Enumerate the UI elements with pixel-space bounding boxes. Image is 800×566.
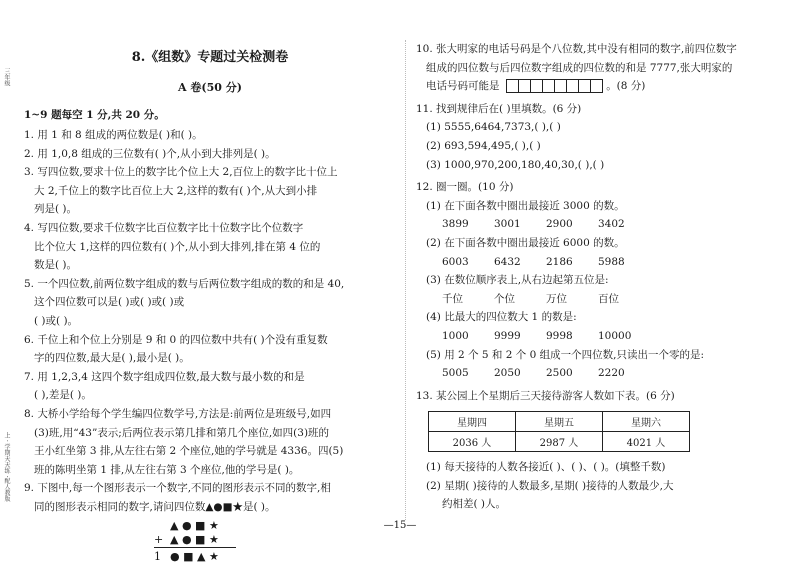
question-8 — [24, 405, 396, 479]
question-11 — [416, 100, 786, 174]
question-line: ( )或( )。 — [34, 314, 79, 327]
choice[interactable]: 5988 — [598, 255, 625, 268]
question-line: 这个四位数可以是( )或( )或( )或 — [34, 296, 185, 309]
choice[interactable]: 千位 — [442, 292, 463, 305]
puzzle-sum: ● ■ ▲ ★ — [170, 549, 219, 563]
question-line — [416, 77, 786, 96]
choice[interactable]: 10000 — [598, 329, 632, 342]
question-line: 王小红坐第 3 排,从左往右第 2 个座位,她的学号就是 4336。四(5) — [34, 445, 344, 458]
side-label-grade: 三年级 — [3, 68, 10, 86]
sequence-line: (1) 5555,6464,7373,( ),( ) — [426, 121, 561, 134]
choice[interactable]: 6003 — [442, 255, 469, 268]
choice[interactable]: 2900 — [546, 218, 573, 231]
puzzle-addend-2: ▲ ● ■ ★ — [170, 532, 219, 546]
choice[interactable]: 个位 — [494, 292, 515, 305]
question-1 — [24, 126, 396, 145]
choice-row — [416, 290, 786, 309]
choice[interactable]: 2220 — [598, 367, 625, 380]
puzzle-sum-lead: 1 — [154, 549, 161, 563]
question-line: 同的图形表示相同的数字,请问四位数▲●■★是( )。 — [34, 500, 276, 513]
choice[interactable]: 5005 — [442, 367, 469, 380]
table-cell: 2987 人 — [516, 432, 603, 452]
question-10 — [416, 40, 786, 96]
choice[interactable]: 3899 — [442, 218, 469, 231]
q12-part-3 — [416, 271, 786, 308]
choice[interactable]: 6432 — [494, 255, 521, 268]
question-line: (2) 星期( )接待的人数最多,星期( )接待的人数最少,大 — [426, 479, 674, 492]
table-header-cell: 星期五 — [516, 412, 603, 432]
question-line: 列是( )。 — [34, 203, 78, 216]
table-row — [429, 432, 690, 452]
left-column — [24, 40, 396, 563]
q12-part-1 — [416, 197, 786, 234]
sum-line — [154, 547, 236, 548]
question-line: 4. 写四位数,要求千位数字比百位数字比十位数字比个位数字 — [24, 221, 304, 234]
question-line: 2. 用 1,0,8 组成的三位数有( )个,从小到大排列是( )。 — [24, 147, 276, 160]
question-line: 10. 张大明家的电话号码是个八位数,其中没有相同的数字,前四位数字 — [416, 43, 737, 55]
table-cell: 2036 人 — [429, 432, 516, 452]
choice[interactable]: 2050 — [494, 367, 521, 380]
question-4 — [24, 219, 396, 275]
table-header-cell: 星期六 — [603, 412, 690, 432]
side-label-series: 上 · 学期天天练 ·配人教版 — [3, 432, 10, 502]
page-number: —15— — [383, 520, 417, 531]
question-line: (1) 在下面各数中圈出最接近 3000 的数。 — [426, 199, 625, 212]
question-line: (5) 用 2 个 5 和 2 个 0 组成一个四位数,只读出一个零的是: — [426, 348, 705, 361]
q12-part-2 — [416, 234, 786, 271]
question-points: 。(8 分) — [606, 80, 646, 93]
question-line: 比个位大 1,这样的四位数有( )个,从小到大排列,排在第 4 位的 — [34, 240, 321, 253]
question-line: (3)班,用“43”表示;后两位表示第几排和第几个座位,如四(3)班的 — [34, 426, 330, 439]
choice[interactable]: 9998 — [546, 329, 573, 342]
table-header-cell: 星期四 — [429, 412, 516, 432]
question-line: 8. 大桥小学给每个学生编四位数学号,方法是:前两位是班级号,如四 — [24, 407, 332, 420]
question-line: 大 2,千位上的数字比百位上大 2,这样的数有( )个,从大到小排 — [34, 184, 318, 197]
question-3 — [24, 163, 396, 219]
question-line: 数是( )。 — [34, 259, 78, 272]
question-line: 班的陈明坐第 1 排,从左往右第 3 个座位,他的学号是( )。 — [34, 463, 300, 476]
question-7 — [24, 368, 396, 405]
worksheet-title: 8.《组数》专题过关检测卷 — [131, 50, 289, 65]
question-line: 1. 用 1 和 8 组成的两位数是( )和( )。 — [24, 129, 203, 141]
choice[interactable]: 百位 — [598, 292, 619, 305]
question-line: 11. 找到规律后在( )里填数。(6 分) — [416, 102, 582, 115]
table-cell: 4021 人 — [603, 432, 690, 452]
question-line: (2) 在下面各数中圈出最接近 6000 的数。 — [426, 236, 625, 249]
choice[interactable]: 2500 — [546, 367, 573, 380]
question-5 — [24, 275, 396, 331]
question-line: (3) 在数位顺序表上,从右边起第五位是: — [426, 274, 609, 287]
question-12 — [416, 178, 786, 383]
choice[interactable]: 3001 — [494, 218, 521, 231]
sequence-line: (2) 693,594,495,( ),( ) — [426, 139, 541, 152]
sequence-line: (3) 1000,970,200,180,40,30,( ),( ) — [426, 158, 605, 171]
question-line: 约相差( )人。 — [442, 498, 507, 511]
visitor-table — [428, 411, 690, 452]
question-line: 6. 千位上和个位上分别是 9 和 0 的四位数中共有( )个没有重复数 — [24, 333, 328, 346]
question-line: ( ),差是( )。 — [34, 389, 92, 402]
column-divider — [405, 40, 406, 520]
puzzle-addend-1: ▲ ● ■ ★ — [170, 518, 219, 532]
question-13 — [416, 387, 786, 514]
choice-row — [416, 327, 786, 346]
choice[interactable]: 万位 — [546, 292, 567, 305]
question-line: 组成的四位数与后四位数字组成的四位数的和是 7777,张大明家的 — [426, 61, 733, 74]
choice[interactable]: 2186 — [546, 255, 573, 268]
choice[interactable]: 1000 — [442, 329, 469, 342]
question-line: 9. 下图中,每一个图形表示一个数字,不同的图形表示不同的数字,相 — [24, 482, 331, 495]
choice[interactable]: 9999 — [494, 329, 521, 342]
q12-part-5 — [416, 346, 786, 383]
question-text: 电话号码可能是 — [426, 80, 500, 93]
question-2 — [24, 145, 396, 164]
question-6 — [24, 331, 396, 368]
question-line: 7. 用 1,2,3,4 这四个数字组成四位数,最大数与最小数的和是 — [24, 370, 305, 383]
right-column — [416, 40, 786, 514]
q12-part-4 — [416, 308, 786, 345]
question-line: 13. 某公园上个星期后三天接待游客人数如下表。(6 分) — [416, 389, 675, 402]
plus-sign: + — [154, 532, 164, 546]
question-line: (4) 比最大的四位数大 1 的数是: — [426, 311, 577, 324]
question-line: 字的四位数,最大是( ),最小是( )。 — [34, 352, 190, 365]
choice[interactable]: 3402 — [598, 218, 625, 231]
question-line: 12. 圈一圈。(10 分) — [416, 181, 514, 194]
question-line: 5. 一个四位数,前两位数字组成的数与后两位数字组成的数的和是 40, — [24, 277, 345, 290]
question-line: (1) 每天接待的人数各接近( )、( )、( )。(填整千数) — [426, 461, 666, 474]
table-header-row — [429, 412, 690, 432]
section-instructions: 1~9 题每空 1 分,共 20 分。 — [24, 109, 165, 121]
phone-number-boxes[interactable] — [507, 79, 603, 93]
choice-row — [416, 253, 786, 272]
choice-row — [416, 364, 786, 383]
question-line: 3. 写四位数,要求十位上的数字比个位上大 2,百位上的数字比十位上 — [24, 166, 338, 179]
choice-row — [416, 215, 786, 234]
section-subtitle: A 卷(50 分) — [178, 81, 242, 94]
